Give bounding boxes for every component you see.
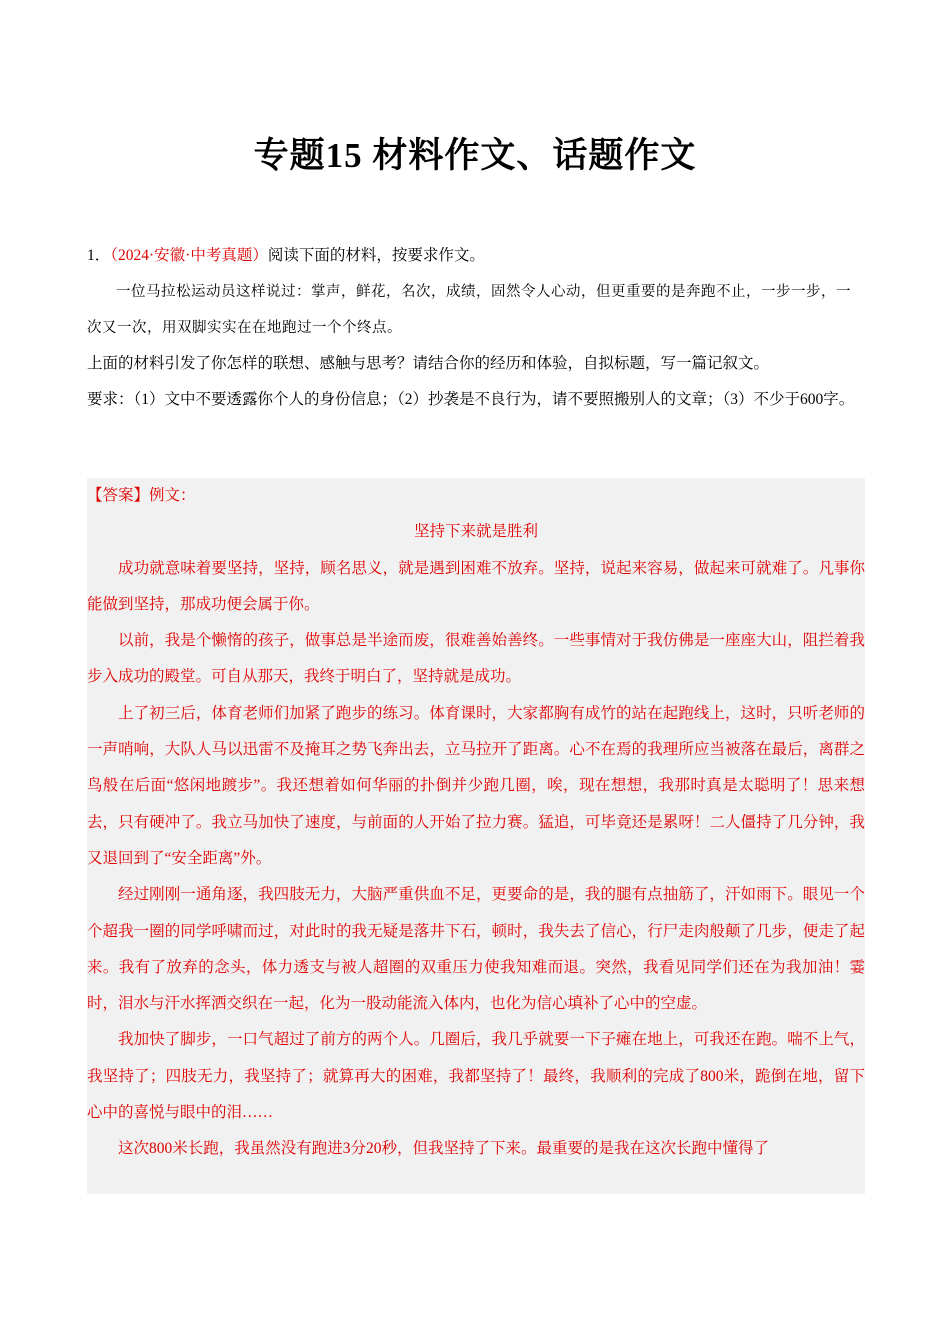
essay-paragraph: 经过刚刚一通角逐，我四肢无力，大脑严重供血不足，更要命的是，我的腿有点抽筋了，汗如雨下。眼见一个个超我一圈的同学呼啸而过，对此时的我无疑是落井下石，顿时，我失去了信心，行尸走肉般颠了几步，便走了起来。我有了放弃的念头，体力透支与被人超圈的双重压力使我知难而退。突然，我看见同学们还在为我加油！霎时，泪水与汗水挥洒交织在一起，化为一股动能流入体内，也化为信心填补了心中的空虚。 (87, 886, 865, 1013)
answer-label: 【答案】例文： (87, 487, 196, 504)
page-title: 专题15 材料作文、话题作文 (253, 136, 697, 175)
essay-paragraph: 这次800米长跑，我虽然没有跑进3分20秒，但我坚持了下来。最重要的是我在这次长跑中懂得了 (118, 1140, 770, 1158)
question-requirements: 要求：（1）文中不要透露你个人的身份信息；（2）抄袭是不良行为，请不要照搬别人的文章；（3）不少于600字。 (87, 391, 855, 408)
essay-title: 坚持下来就是胜利 (413, 523, 538, 541)
question-source: （2024·安徽·中考真题） (110, 247, 268, 264)
question-block (87, 238, 865, 418)
essay-paragraph: 上了初三后，体育老师们加紧了跑步的练习。体育课时，大家都胸有成竹的站在起跑线上，这时，只听老师的一声哨响，大队人马以迅雷不及掩耳之势飞奔出去，立马拉开了距离。心不在焉的我理所应当被落在最后，离群之鸟般在后面“悠闲地踱步”。我还想着如何华丽的扑倒并少跑几圈，唉，现在想想，我那时真是太聪明了！思来想去，只有硬冲了。我立马加快了速度，与前面的人开始了拉力赛。猛追，可毕竟还是累呀！二人僵持了几分钟，我又退回到了“安全距离”外。 (87, 704, 865, 867)
question-header (87, 238, 865, 274)
essay-paragraph: 以前，我是个懒惰的孩子，做事总是半途而废，很难善始善终。一些事情对于我仿佛是一座座大山，阻拦着我步入成功的殿堂。可自从那天，我终于明白了，坚持就是成功。 (87, 632, 865, 686)
material-quote: 一位马拉松运动员这样说过：掌声，鲜花，名次，成绩，固然令人心动，但更重要的是奔跑不止，一步一步，一次又一次，用双脚实实在在地跑过一个个终点。 (87, 284, 851, 336)
answer-box (87, 478, 865, 1194)
question-number: 1． (87, 247, 111, 264)
essay-paragraph: 我加快了脚步，一口气超过了前方的两个人。几圈后，我几乎就要一下子瘫在地上，可我还在跑。喘不上气，我坚持了；四肢无力，我坚持了；就算再大的困难，我都坚持了！最终，我顺利的完成了800米，跪倒在地，留下心中的喜悦与眼中的泪…… (87, 1031, 865, 1122)
question-prompt: 上面的材料引发了你怎样的联想、感触与思考？请结合你的经历和体验，自拟标题，写一篇记叙文。 (87, 355, 770, 372)
essay-paragraph: 成功就意味着要坚持，坚持，顾名思义，就是遇到困难不放弃。坚持，说起来容易，做起来可就难了。凡事你能做到坚持，那成功便会属于你。 (87, 559, 865, 613)
answer-content (87, 478, 865, 1168)
question-instruction: 阅读下面的材料，按要求作文。 (267, 247, 485, 264)
